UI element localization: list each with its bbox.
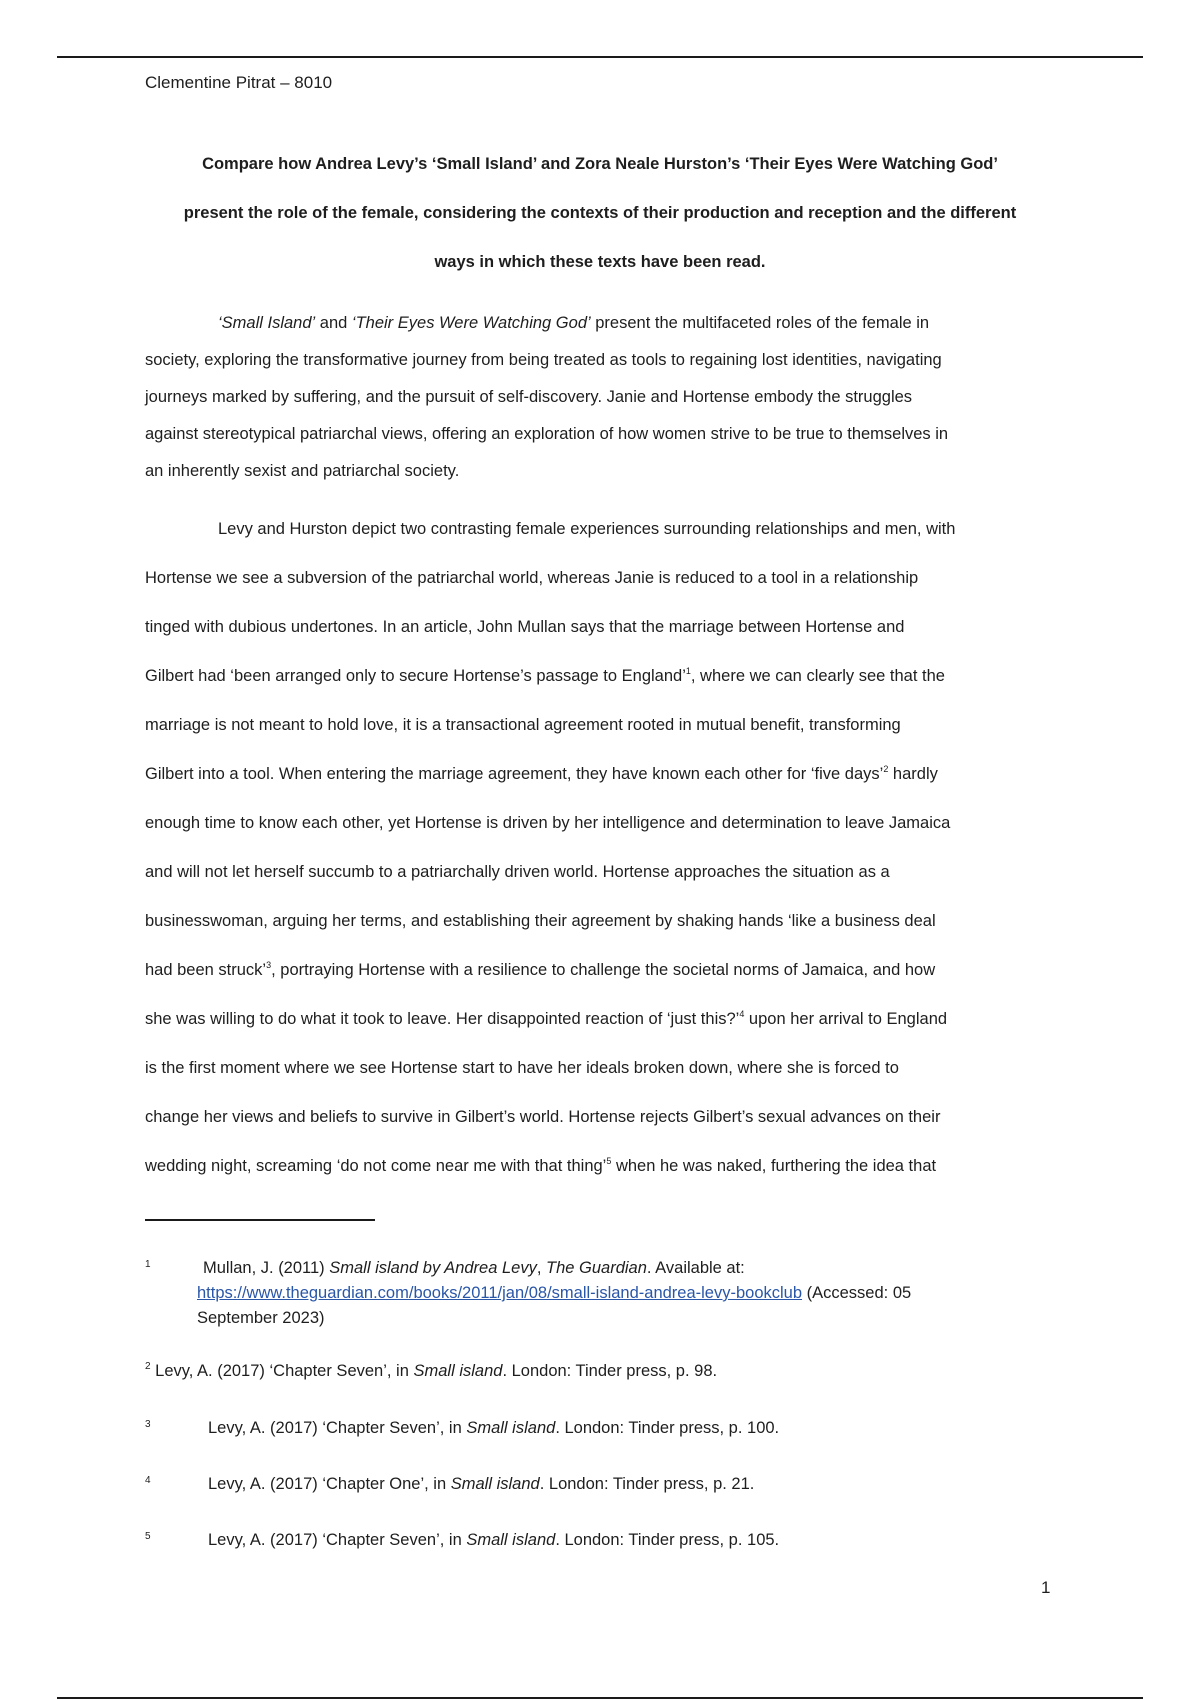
footnote-segment: . London: Tinder press, p. 105.: [555, 1531, 780, 1549]
body-text: she was willing to do what it took to leave. Her disappointed reaction of ‘just this?’: [145, 1010, 740, 1028]
footnote-number: 3: [145, 1419, 151, 1430]
essay-title: [145, 140, 1055, 287]
intro-title-their-eyes: ‘Their Eyes Were Watching God’: [351, 314, 591, 332]
body-line: enough time to know each other, yet Hortense is driven by her intelligence and determination to leave Jamaica: [145, 814, 951, 832]
body-line: marriage is not meant to hold love, it is a transactional agreement rooted in mutual benefit, transforming: [145, 716, 901, 734]
body-text: wedding night, screaming ‘do not come near me with that thing’: [145, 1157, 607, 1175]
footnote-number: 2: [145, 1360, 151, 1372]
footnote-italic: Small island: [466, 1531, 556, 1549]
body-text: , where we can clearly see that the: [690, 667, 945, 685]
intro-text: present the multifaceted roles of the female in: [590, 314, 930, 332]
footnote-segment: . London: Tinder press, p. 98.: [502, 1362, 718, 1380]
body-line: change her views and beliefs to survive in Gilbert’s world. Hortense rejects Gilbert’s sexual advances on their: [145, 1108, 941, 1126]
footnote-segment: . Available at:: [646, 1259, 745, 1277]
footnote-italic: Small island: [450, 1475, 540, 1493]
footnote-segment: ,: [536, 1259, 547, 1277]
footnote-segment: Levy, A. (2017) ‘Chapter Seven’, in: [150, 1362, 414, 1380]
body-text: when he was naked, furthering the idea that: [611, 1157, 937, 1175]
author-header: Clementine Pitrat – 8010: [145, 73, 333, 92]
footnote-text: [145, 1362, 717, 1380]
body-line: tinged with dubious undertones. In an article, John Mullan says that the marriage between Hortense and: [145, 618, 905, 636]
body-line: and will not let herself succumb to a patriarchally driven world. Hortense approaches the situation as a: [145, 863, 890, 881]
footnote-italic: Small island: [466, 1419, 556, 1437]
footnote-italic: Small island by Andrea Levy: [329, 1259, 537, 1277]
body-line: [145, 946, 1060, 995]
body-paragraph: [145, 505, 1060, 1191]
title-line-1: Compare how Andrea Levy’s ‘Small Island’ and Zora Neale Hurston’s ‘Their Eyes Were Watching God’: [202, 155, 998, 173]
body-line: [145, 652, 1060, 701]
footnote-number: 5: [145, 1531, 151, 1542]
title-line-2: present the role of the female, considering the contexts of their production and reception and the different: [183, 204, 1017, 222]
footnote-text: [208, 1472, 754, 1497]
intro-line: journeys marked by suffering, and the pursuit of self-discovery. Janie and Hortense embody the struggles: [145, 388, 913, 406]
body-line: [145, 750, 1060, 799]
footnote-ref-5[interactable]: 5: [606, 1155, 612, 1166]
footnote-segment: (Accessed: 05: [802, 1284, 912, 1302]
intro-title-small-island: ‘Small Island’: [218, 314, 316, 332]
footnote-segment: Levy, A. (2017) ‘Chapter Seven’, in: [208, 1419, 467, 1437]
footnote-number: 4: [145, 1475, 151, 1486]
footnote-number: 1: [145, 1259, 151, 1270]
footnote-italic: Small island: [413, 1362, 503, 1380]
footnote-segment: Levy, A. (2017) ‘Chapter One’, in: [208, 1475, 451, 1493]
intro-line: against stereotypical patriarchal views, offering an exploration of how women strive to be true to themselves in: [145, 425, 949, 443]
page-top-border: [57, 56, 1143, 58]
body-line: businesswoman, arguing her terms, and establishing their agreement by shaking hands ‘like a business deal: [145, 912, 936, 930]
footnote-line: September 2023): [197, 1309, 325, 1327]
footnote-text: [197, 1256, 1073, 1331]
footnote-text: [208, 1528, 779, 1553]
footnote-ref-3[interactable]: 3: [266, 959, 272, 970]
footnote-ref-1[interactable]: 1: [685, 665, 691, 676]
intro-paragraph: [145, 305, 1060, 490]
body-text: hardly: [888, 765, 938, 783]
footnote-line: [203, 1259, 745, 1277]
body-line: [145, 1142, 1060, 1191]
body-text: Gilbert had ‘been arranged only to secure Hortense’s passage to England’: [145, 667, 686, 685]
footnote-ref-2[interactable]: 2: [883, 763, 889, 774]
footnote-segment: Levy, A. (2017) ‘Chapter Seven’, in: [208, 1531, 467, 1549]
footnote-segment: . London: Tinder press, p. 21.: [539, 1475, 755, 1493]
intro-text: and: [315, 314, 352, 332]
page-bottom-border: [57, 1697, 1143, 1699]
body-line: Levy and Hurston depict two contrasting female experiences surrounding relationships and men, with: [218, 520, 956, 538]
body-text: , portraying Hortense with a resilience to challenge the societal norms of Jamaica, and how: [271, 961, 936, 979]
body-text: upon her arrival to England: [744, 1010, 948, 1028]
body-line: [145, 995, 1060, 1044]
page-number: 1: [1041, 1578, 1051, 1597]
footnote-italic: The Guardian: [546, 1259, 647, 1277]
footnote-2: [145, 1359, 1075, 1384]
footnote-line: [197, 1281, 1073, 1306]
guardian-article-link[interactable]: https://www.theguardian.com/books/2011/jan/08/small-island-andrea-levy-bookclub: [197, 1284, 803, 1302]
body-text: Gilbert into a tool. When entering the marriage agreement, they have known each other for ‘five days’: [145, 765, 884, 783]
title-line-3: ways in which these texts have been read.: [434, 253, 766, 271]
footnote-separator: [145, 1219, 375, 1221]
body-line: Hortense we see a subversion of the patriarchal world, whereas Janie is reduced to a tool in a relationship: [145, 569, 919, 587]
body-line: is the first moment where we see Hortense start to have her ideals broken down, where she is forced to: [145, 1059, 899, 1077]
footnote-segment: . London: Tinder press, p. 100.: [555, 1419, 780, 1437]
intro-line: [145, 305, 1060, 342]
footnote-segment: Mullan, J. (2011): [203, 1259, 330, 1277]
footnote-text: [208, 1416, 779, 1441]
body-text: had been struck’: [145, 961, 267, 979]
intro-line: an inherently sexist and patriarchal society.: [145, 462, 460, 480]
footnote-ref-4[interactable]: 4: [739, 1008, 745, 1019]
intro-line: society, exploring the transformative journey from being treated as tools to regaining lost identities, navigating: [145, 351, 942, 369]
